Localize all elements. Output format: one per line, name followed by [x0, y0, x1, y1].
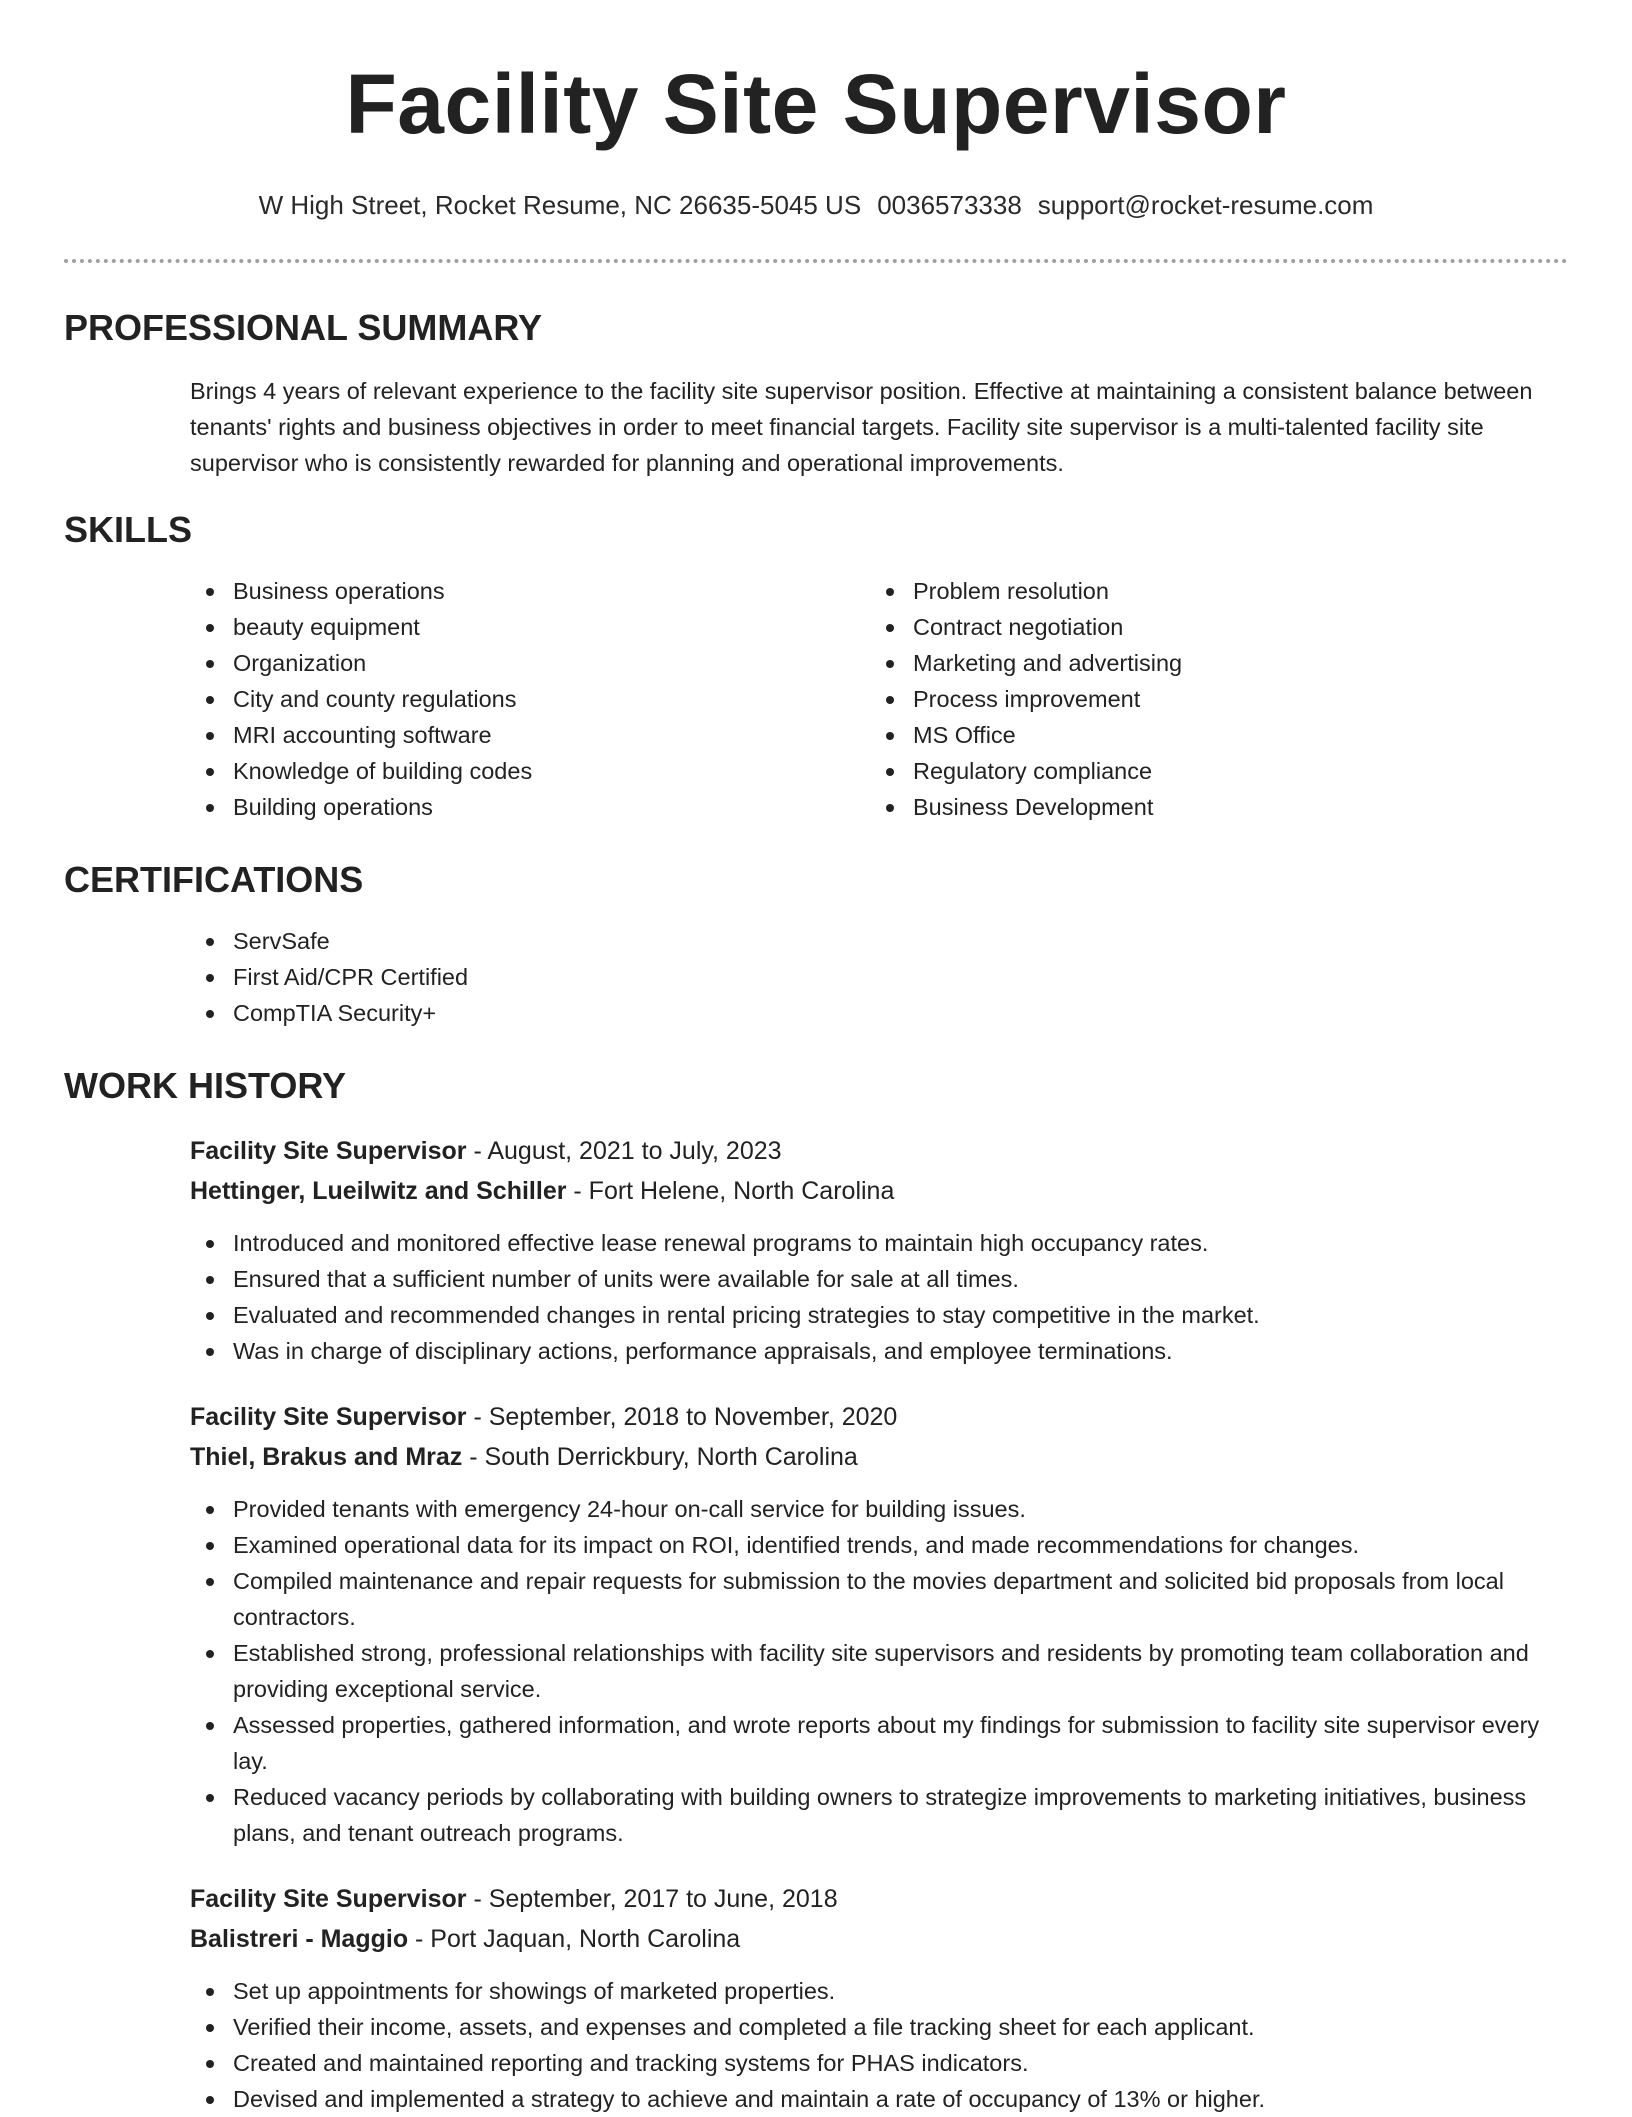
job-title-line — [190, 1131, 1568, 1171]
job-bullet: Reduced vacancy periods by collaborating with building owners to strategize improvements to marketing initiatives, business plans, and tenant outreach programs. — [190, 1779, 1568, 1851]
job-bullet: Established strong, professional relationships with facility site supervisors and residents by promoting team collaboration and providing exceptional service. — [190, 1635, 1568, 1707]
skill-item: Problem resolution — [870, 573, 1550, 609]
certification-item: First Aid/CPR Certified — [190, 959, 1632, 995]
certifications-heading: CERTIFICATIONS — [64, 859, 364, 900]
skills-column-right — [870, 573, 1550, 825]
header-divider — [64, 259, 1568, 263]
skill-item: Regulatory compliance — [870, 753, 1550, 789]
job-bullet: Ensured that a sufficient number of units were available for sale at all times. — [190, 1261, 1568, 1297]
job-role: Facility Site Supervisor — [190, 1885, 467, 1913]
skill-item: MRI accounting software — [190, 717, 870, 753]
job-bullet: Introduced and monitored effective lease renewal programs to maintain high occupancy rates. — [190, 1225, 1568, 1261]
skill-item: Contract negotiation — [870, 609, 1550, 645]
job-bullet: Verified their income, assets, and expenses and completed a file tracking sheet for each applicant. — [190, 2009, 1568, 2045]
skill-item: City and county regulations — [190, 681, 870, 717]
job-company: Hettinger, Lueilwitz and Schiller — [190, 1177, 567, 1205]
job-role: Facility Site Supervisor — [190, 1403, 467, 1431]
skills-list — [0, 573, 1632, 825]
job-company-line — [190, 1919, 1568, 1959]
summary-heading: PROFESSIONAL SUMMARY — [64, 307, 543, 348]
contact-phone: 0036573338 — [877, 190, 1022, 220]
job-company: Balistreri - Maggio — [190, 1925, 409, 1953]
skills-column-left — [190, 573, 870, 825]
job-bullet: Was in charge of disciplinary actions, performance appraisals, and employee terminations. — [190, 1333, 1568, 1369]
work-history-heading: WORK HISTORY — [64, 1065, 347, 1106]
job-bullet: Created and maintained reporting and tracking systems for PHAS indicators. — [190, 2045, 1568, 2081]
job-bullet: Compiled maintenance and repair requests for submission to the movies department and solicited bid proposals from local contractors. — [190, 1563, 1568, 1635]
job-title-line — [190, 1879, 1568, 1919]
job-bullet: Provided tenants with emergency 24-hour on-call service for building issues. — [190, 1491, 1568, 1527]
skill-item: beauty equipment — [190, 609, 870, 645]
job-entry — [0, 1397, 1632, 1851]
candidate-name: Facility Site Supervisor — [345, 57, 1287, 151]
contact-address: W High Street, Rocket Resume, NC 26635-5045 US — [258, 190, 862, 220]
job-bullet: Devised and implemented a strategy to achieve and maintain a rate of occupancy of 13% or higher. — [190, 2081, 1568, 2117]
job-location: - Port Jaquan, North Carolina — [408, 1925, 741, 1953]
job-role: Facility Site Supervisor — [190, 1137, 467, 1165]
skill-item: Process improvement — [870, 681, 1550, 717]
certification-item: ServSafe — [190, 923, 1632, 959]
summary-text: Brings 4 years of relevant experience to the facility site supervisor position. Effective at maintaining a consistent balance between tenants' rights and business objectives in order to meet financial targets. Facility site supervisor is a multi-talented facility site supervisor who is consistently rewarded for planning and operational improvements. — [190, 378, 1533, 476]
job-entry — [0, 1879, 1632, 2117]
job-company-line — [190, 1437, 1568, 1477]
job-dates: - August, 2021 to July, 2023 — [466, 1137, 782, 1165]
job-bullets — [190, 1973, 1568, 2117]
contact-line — [0, 190, 1632, 221]
job-company-line — [190, 1171, 1568, 1211]
job-location: - South Derrickbury, North Carolina — [462, 1443, 858, 1471]
job-location: - Fort Helene, North Carolina — [566, 1177, 895, 1205]
skills-heading: SKILLS — [64, 509, 193, 550]
contact-email[interactable]: support@rocket-resume.com — [1037, 190, 1374, 220]
job-bullet: Examined operational data for its impact on ROI, identified trends, and made recommendations for changes. — [190, 1527, 1568, 1563]
job-company: Thiel, Brakus and Mraz — [190, 1443, 463, 1471]
job-bullet: Evaluated and recommended changes in rental pricing strategies to stay competitive in the market. — [190, 1297, 1568, 1333]
job-bullets — [190, 1225, 1568, 1369]
skill-item: Business operations — [190, 573, 870, 609]
skill-item: Organization — [190, 645, 870, 681]
skill-item: Building operations — [190, 789, 870, 825]
job-entry — [0, 1131, 1632, 1369]
skill-item: Knowledge of building codes — [190, 753, 870, 789]
certifications-list — [0, 923, 1632, 1031]
job-bullet: Assessed properties, gathered information, and wrote reports about my findings for submission to facility site supervisor every lay. — [190, 1707, 1568, 1779]
job-dates: - September, 2017 to June, 2018 — [466, 1885, 838, 1913]
job-bullet: Set up appointments for showings of marketed properties. — [190, 1973, 1568, 2009]
job-bullets — [190, 1491, 1568, 1851]
skill-item: Business Development — [870, 789, 1550, 825]
skill-item: MS Office — [870, 717, 1550, 753]
job-dates: - September, 2018 to November, 2020 — [466, 1403, 898, 1431]
skill-item: Marketing and advertising — [870, 645, 1550, 681]
certification-item: CompTIA Security+ — [190, 995, 1632, 1031]
job-title-line — [190, 1397, 1568, 1437]
